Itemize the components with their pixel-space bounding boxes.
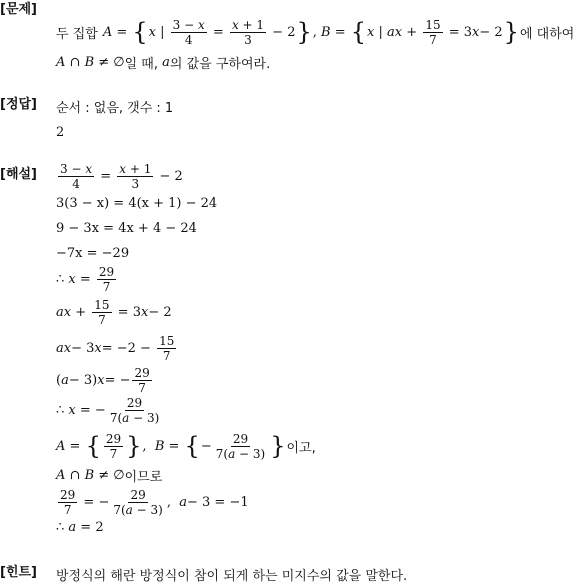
solution-step-3: 9 − 3x = 4x + 4 − 24 xyxy=(56,220,197,236)
answer-value: 2 xyxy=(56,124,65,140)
solution-step-9: ∴ x = − $\frac{29}{7(a - 3)}$ xyxy=(56,395,160,425)
solution-step-1: $\frac{3 - x}{4}$ = $\frac{x + 1}{3}$ − 2 xyxy=(60,161,183,191)
solution-step-11: A ∩ B ≠ ∅ 이므로 xyxy=(56,467,163,485)
problem-statement-line1: 두 집합 A = { x | $\frac{3 - x}{4}$ = $\frac{x + 1}{3}$ − 2 } , B = { x | ax + $\frac{15}{7}$ = 3 x − 2 } 에 대하여 xyxy=(56,17,575,47)
problem-intro: 두 집합 xyxy=(56,26,98,42)
solution-step-5: ∴ x = $\frac{29}{7}$ xyxy=(56,264,115,294)
solution-step-13: ∴ a = 2 xyxy=(56,519,104,535)
solution-step-2: 3(3 − x) = 4(x + 1) − 24 xyxy=(56,195,218,211)
solution-step-6: ax + $\frac{15}{7}$ = 3 x − 2 xyxy=(56,297,172,327)
problem-tail: 일 때, xyxy=(124,56,158,72)
answer-label: [정답] xyxy=(0,97,37,112)
answer-meta: 순서 : 없음, 갯수 : 1 xyxy=(56,100,174,116)
problem-tail2: 의 값을 구하여라. xyxy=(169,56,271,72)
solution-tail-a: 이고, xyxy=(286,440,316,456)
solution-step-10: A = { $\frac{29}{7}$ } , B = { − $\frac{29}{7(a - 3)}$ } 이고, xyxy=(56,431,316,461)
solution-step-4: −7x = −29 xyxy=(56,245,130,261)
problem-mid: 에 대하여 xyxy=(519,26,575,42)
solution-step-12: $\frac{29}{7}$ = − $\frac{29}{7(a - 3)}$ , a − 3 = −1 xyxy=(60,487,249,517)
hint-label: [힌트] xyxy=(0,565,37,580)
hint-text: 방정식의 해란 방정식이 참이 되게 하는 미지수의 값을 말한다. xyxy=(56,568,408,584)
solution-step-8: ( a − 3) x = − $\frac{29}{7}$ xyxy=(56,365,150,395)
problem-statement-line2: A ∩ B ≠ ∅ 일 때, a 의 값을 구하여라. xyxy=(56,54,271,72)
problem-label: [문제] xyxy=(0,2,37,17)
solution-tail-b: 이므로 xyxy=(124,469,163,485)
solution-step-7: ax − 3 x = −2 − $\frac{15}{7}$ xyxy=(56,333,175,363)
solution-label: [해설] xyxy=(0,167,37,182)
